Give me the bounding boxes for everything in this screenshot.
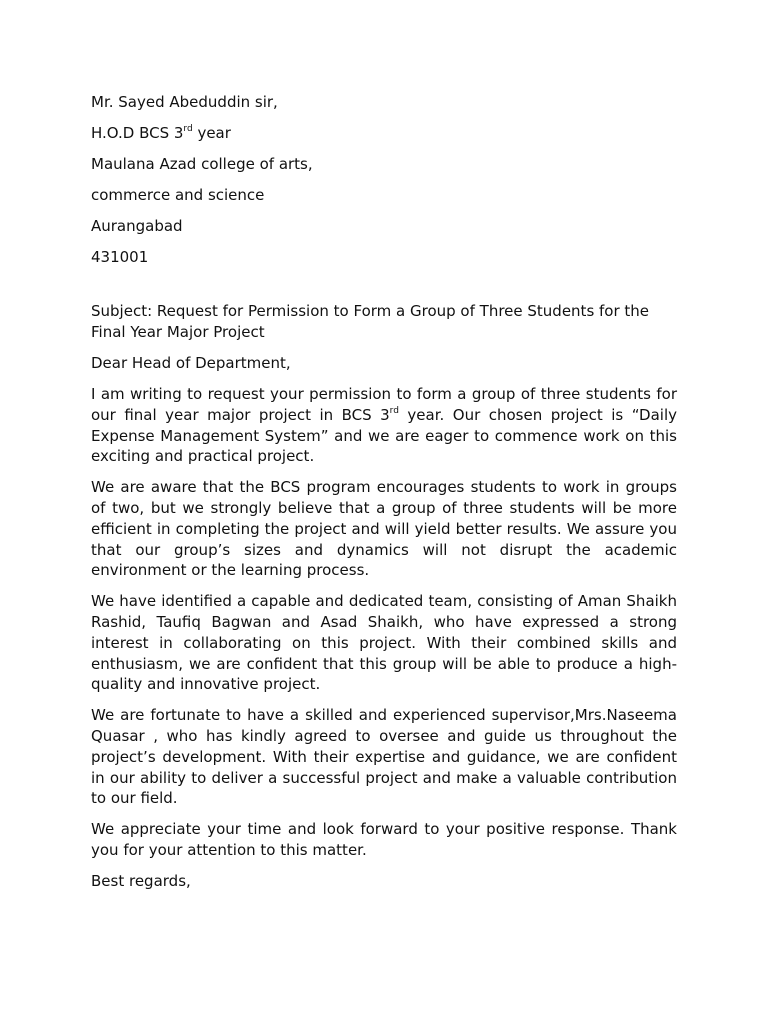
body-paragraph-1-ordinal: rd [389,405,399,416]
letter-subject: Subject: Request for Permission to Form a Group of Three Students for the Final Year Major Project [91,302,650,341]
body-paragraph-1-end: year. Our chosen project is “Daily Expense Management System” and we are eager to commence work on this exciting and practical project. [91,405,677,466]
body-paragraph-3: We have identified a capable and dedicated team, consisting of Aman Shaikh Rashid, Taufiq Bagwan and Asad Shaikh, who have expressed a strong interest in collaborating on this project. With their combined skills and enthusiasm, we are confident that this group will be able to produce a high-quality and innovative project. [91,592,677,694]
letter-closing: Best regards, [91,871,191,890]
letter-salutation: Dear Head of Department, [91,354,291,372]
recipient-title-prefix: H.O.D BCS 3 [91,124,184,142]
recipient-title [91,123,677,154]
body-paragraph-1 [91,384,677,467]
recipient-title-suffix: year [192,124,231,142]
body-paragraph-4: We are fortunate to have a skilled and experienced supervisor,Mrs.Naseema Quasar , who has kindly agreed to oversee and guide us throughout the project’s development. With their expertise and guidance, we are confident in our ability to deliver a successful project and make a valuable contribution to our field. [91,706,677,808]
letter-document [91,92,677,892]
recipient-pincode: 431001 [91,248,149,266]
body-paragraph-2: We are aware that the BCS program encourages students to work in groups of two, but we strongly believe that a group of three students will be more efficient in completing the project and will yield better results. We assure you that our group’s sizes and dynamics will not disrupt the academic environment or the learning process. [91,478,677,580]
recipient-college-line2: commerce and science [91,186,265,204]
recipient-address-block [91,92,677,278]
body-paragraph-1-start: I am writing to request your permission to form a group of three students for our final year major project in BCS 3 [91,385,677,424]
recipient-title-ordinal: rd [183,124,193,134]
recipient-name: Mr. Sayed Abeduddin sir, [91,93,278,111]
recipient-city: Aurangabad [91,217,183,235]
recipient-college: Maulana Azad college of arts, [91,155,313,173]
body-paragraph-5: We appreciate your time and look forward to your positive response. Thank you for your attention to this matter. [91,820,677,859]
address-spacer [91,278,677,301]
